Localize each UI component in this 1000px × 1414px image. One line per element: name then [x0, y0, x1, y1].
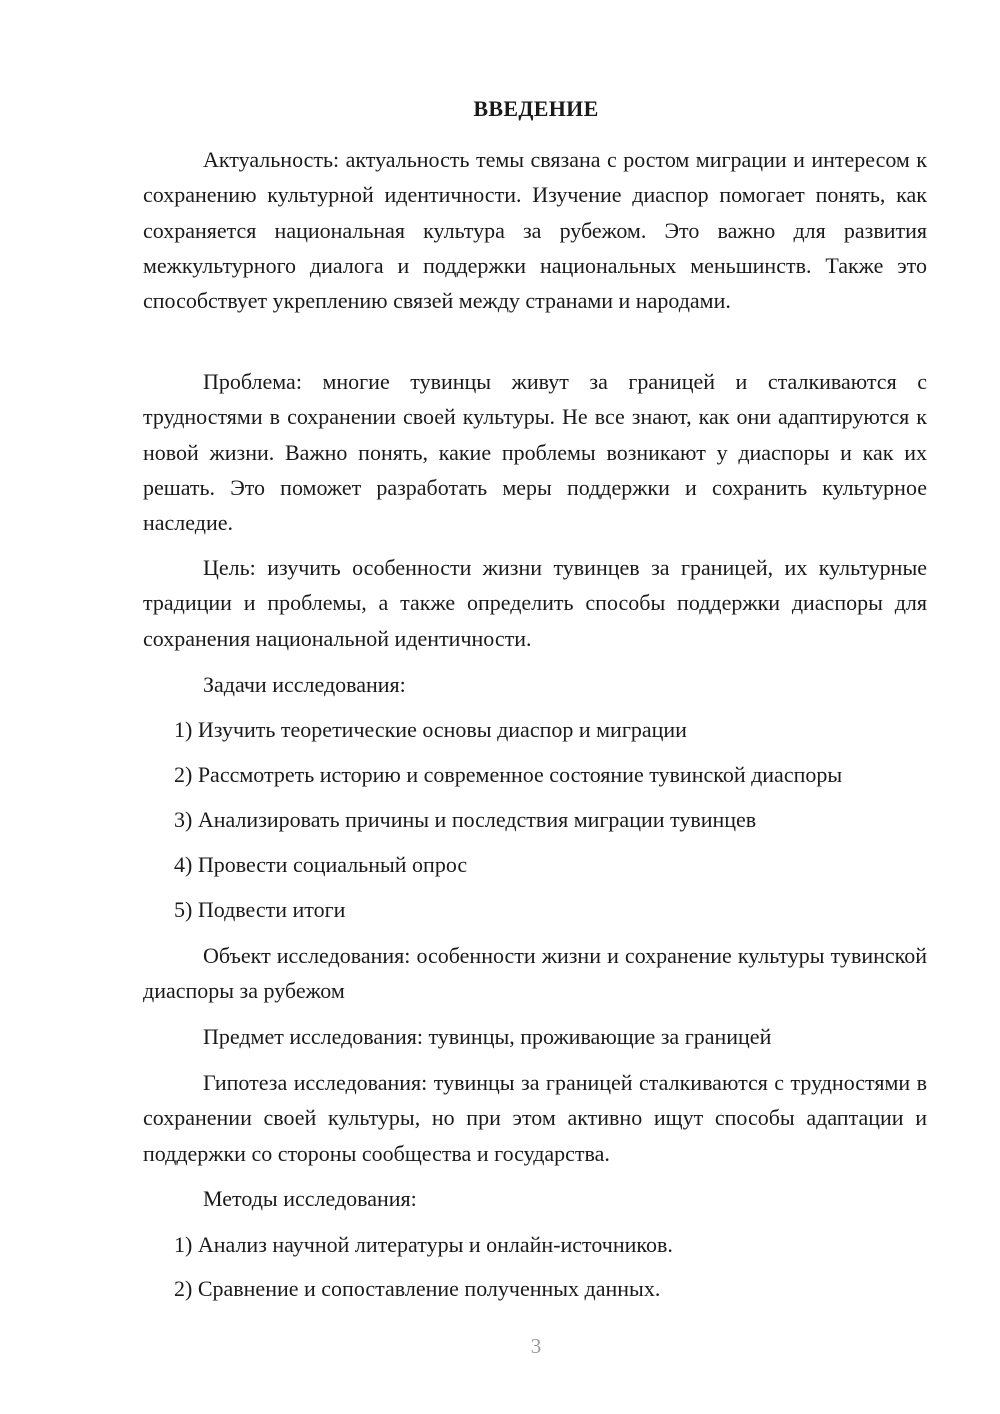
paragraph-relevance: Актуальность: актуальность темы связана с ростом миграции и интересом к сохранению культурной идентичности. Изучение диаспор помогает понять, как сохраняется национальная культура за рубежом. Это важно для развития межкультурного диалога и поддержки национальных меньшинств. Также это способствует укреплению связей между странами и народами. — [143, 147, 927, 314]
paragraph-object: Объект исследования: особенности жизни и сохранение культуры тувинской диаспоры за рубежом — [143, 943, 927, 1004]
method-item: 1) Анализ научной литературы и онлайн-источников. — [174, 1232, 673, 1257]
page-title: ВВЕДЕНИЕ — [473, 96, 599, 121]
task-item: 5) Подвести итоги — [174, 897, 346, 922]
task-item: 1) Изучить теоретические основы диаспор и миграции — [174, 717, 687, 742]
paragraph-problem: Проблема: многие тувинцы живут за границей и сталкиваются с трудностями в сохранении своей культуры. Не все знают, как они адаптируются к новой жизни. Важно понять, какие проблемы возникают у диаспоры и как их решать. Это поможет разработать меры поддержки и сохранить культурное наследие. — [143, 369, 927, 536]
task-item: 4) Провести социальный опрос — [174, 852, 468, 877]
paragraph-hypothesis: Гипотеза исследования: тувинцы за границей сталкиваются с трудностями в сохранении своей культуры, но при этом активно ищут способы адаптации и поддержки со стороны сообщества и государства. — [143, 1070, 927, 1166]
page-number: 3 — [530, 1334, 542, 1358]
method-item: 2) Сравнение и сопоставление полученных данных. — [174, 1276, 661, 1301]
paragraph-subject: Предмет исследования: тувинцы, проживающие за границей — [203, 1024, 772, 1049]
task-item: 2) Рассмотреть историю и современное состояние тувинской диаспоры — [174, 762, 843, 787]
tasks-heading: Задачи исследования: — [203, 672, 406, 697]
paragraph-goal: Цель: изучить особенности жизни тувинцев за границей, их культурные традиции и проблемы, а также определить способы поддержки диаспоры для сохранения национальной идентичности. — [143, 555, 927, 651]
task-item: 3) Анализировать причины и последствия миграции тувинцев — [174, 807, 757, 832]
methods-heading: Методы исследования: — [203, 1186, 417, 1211]
